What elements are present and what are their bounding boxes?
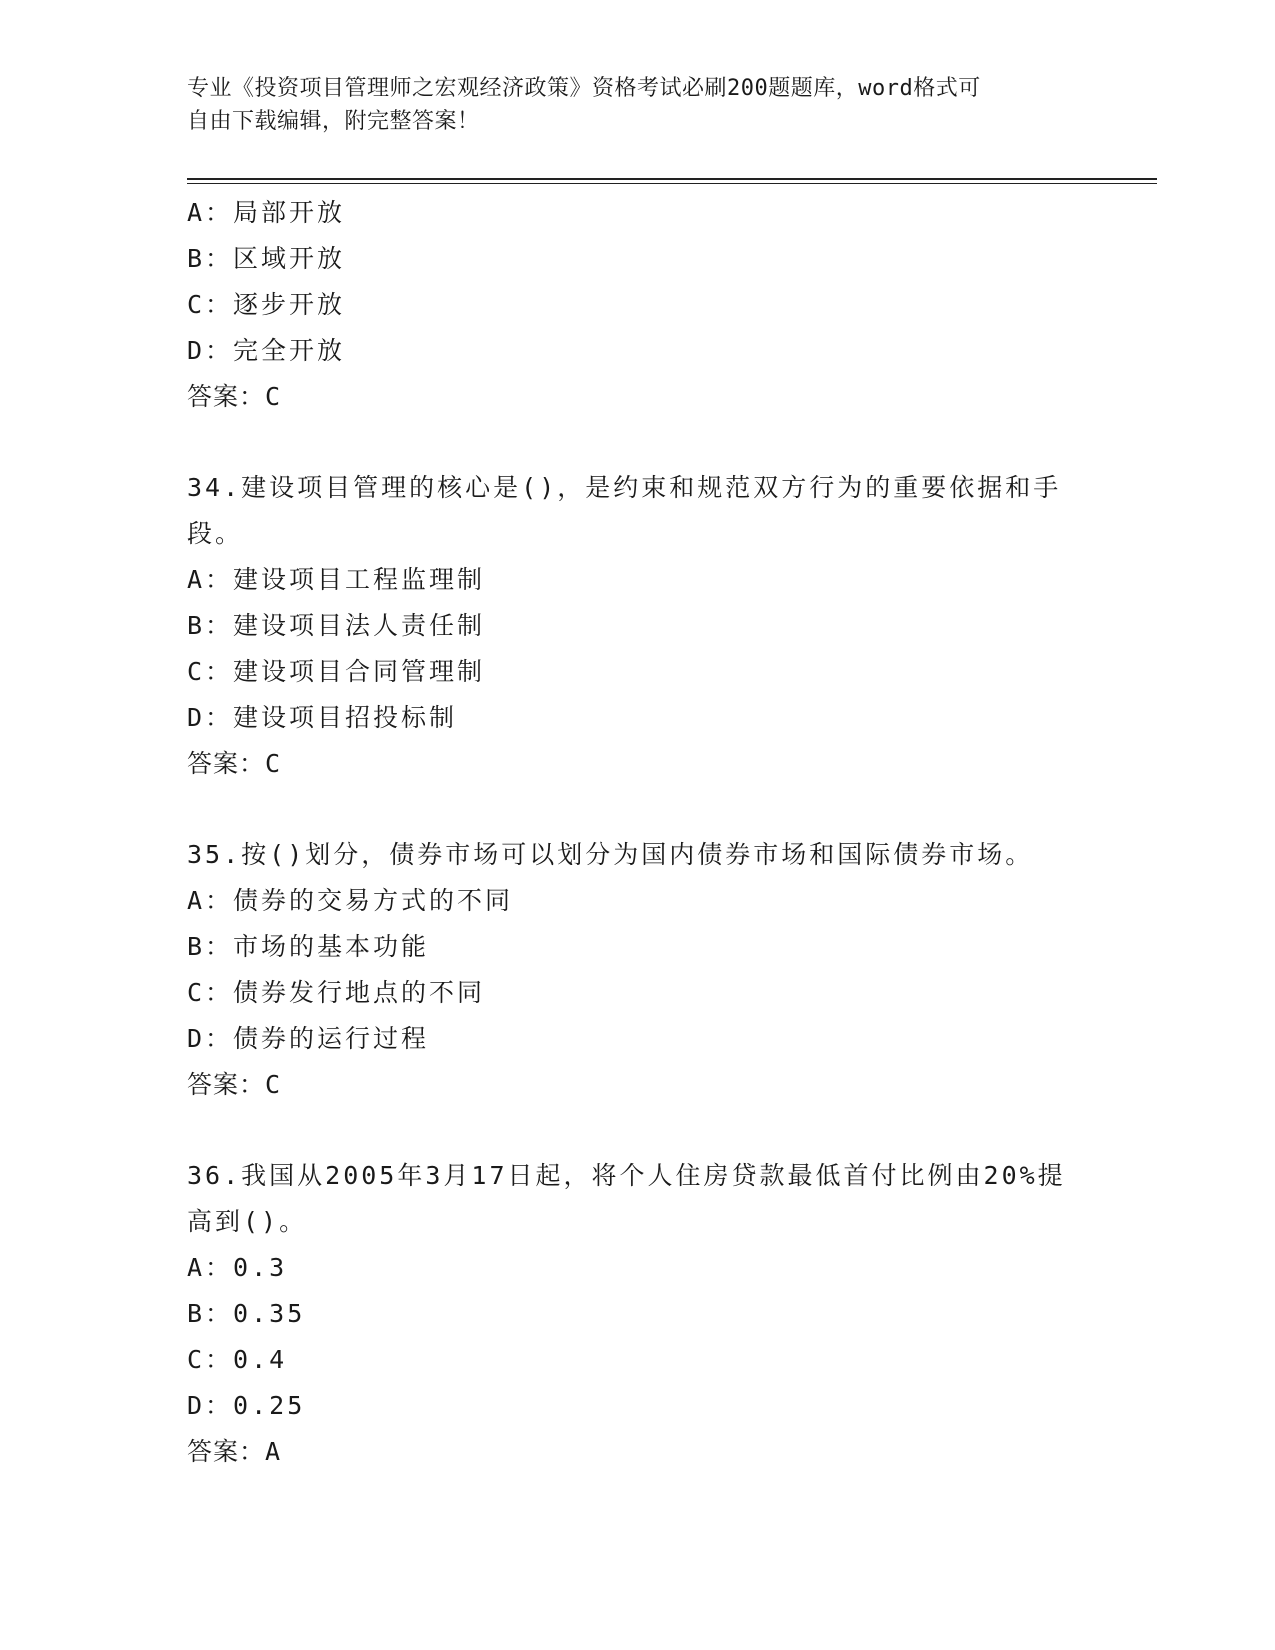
spacer xyxy=(187,1108,1087,1153)
option-c: C：逐步开放 xyxy=(187,290,346,319)
question-block-35 xyxy=(187,832,1087,1108)
header-divider xyxy=(187,178,1157,180)
document-header xyxy=(187,72,1067,138)
option-a: A：建设项目工程监理制 xyxy=(187,565,486,594)
spacer xyxy=(187,420,1087,465)
option-a: A：债券的交易方式的不同 xyxy=(187,886,514,915)
header-line-1: 专业《投资项目管理师之宏观经济政策》资格考试必刷200题题库，word格式可 xyxy=(187,76,981,101)
question-block-33 xyxy=(187,190,1087,420)
option-d: D：债券的运行过程 xyxy=(187,1024,430,1053)
option-d: D：完全开放 xyxy=(187,336,346,365)
option-b: B：0.35 xyxy=(187,1299,306,1328)
answer-line: 答案：C xyxy=(187,749,282,778)
option-c: C：债券发行地点的不同 xyxy=(187,978,486,1007)
header-divider-thin xyxy=(187,183,1157,184)
option-b: B：市场的基本功能 xyxy=(187,932,430,961)
header-line-2: 自由下载编辑，附完整答案！ xyxy=(187,109,480,134)
question-block-34 xyxy=(187,465,1087,787)
question-stem: 34.建设项目管理的核心是()，是约束和规范双方行为的重要依据和手段。 xyxy=(187,473,1062,548)
option-b: B：建设项目法人责任制 xyxy=(187,611,486,640)
question-block-36 xyxy=(187,1153,1087,1475)
option-c: C：建设项目合同管理制 xyxy=(187,657,486,686)
option-d: D：建设项目招投标制 xyxy=(187,703,458,732)
option-a: A：0.3 xyxy=(187,1253,288,1282)
option-c: C：0.4 xyxy=(187,1345,288,1374)
answer-line: 答案：C xyxy=(187,382,282,411)
question-stem: 36.我国从2005年3月17日起，将个人住房贷款最低首付比例由20%提高到()。 xyxy=(187,1161,1066,1236)
spacer xyxy=(187,787,1087,832)
option-a: A：局部开放 xyxy=(187,198,346,227)
answer-line: 答案：A xyxy=(187,1437,282,1466)
question-stem: 35.按()划分，债券市场可以划分为国内债券市场和国际债券市场。 xyxy=(187,840,1034,869)
option-b: B：区域开放 xyxy=(187,244,346,273)
option-d: D：0.25 xyxy=(187,1391,306,1420)
question-list xyxy=(187,190,1087,1475)
answer-line: 答案：C xyxy=(187,1070,282,1099)
